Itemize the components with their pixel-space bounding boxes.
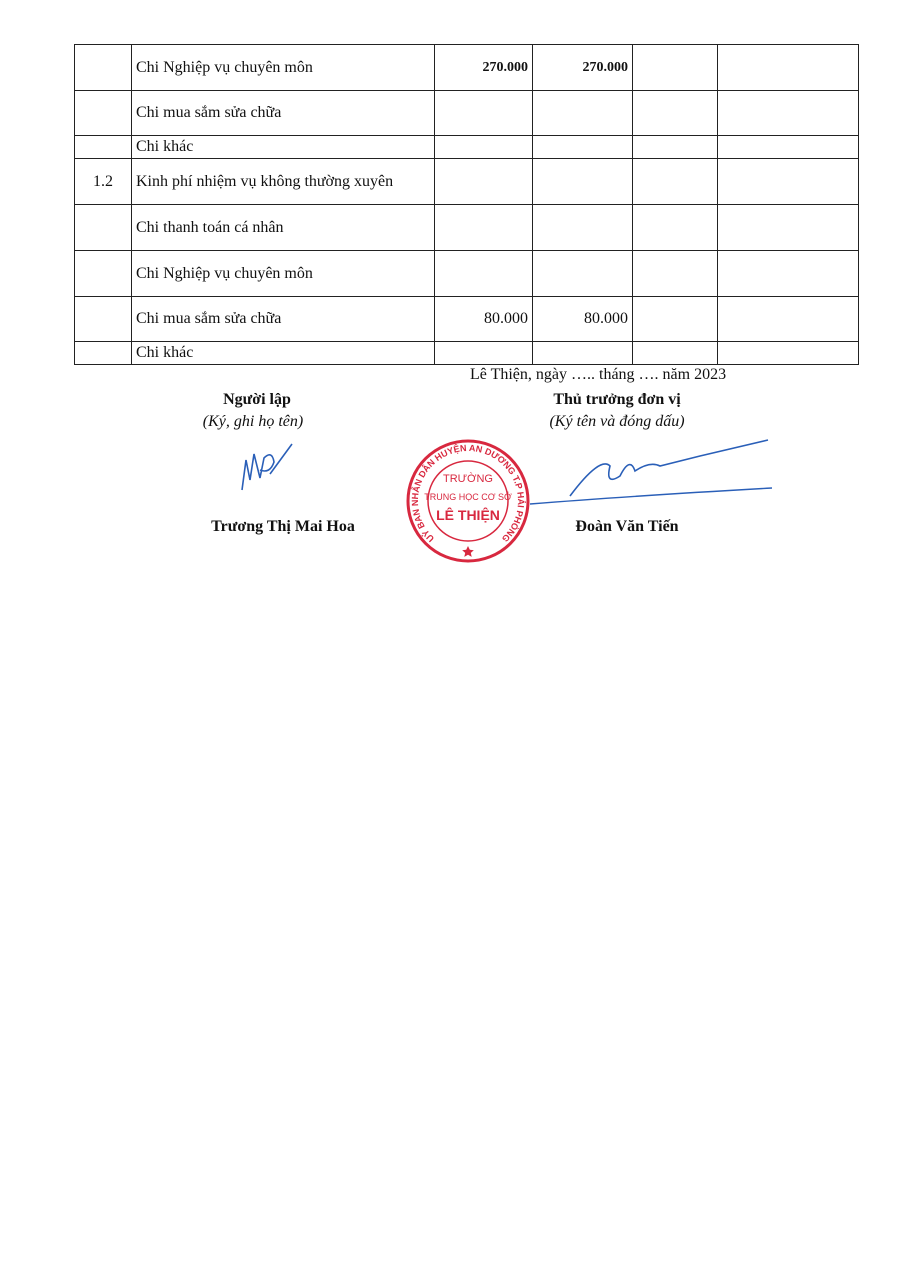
item-name: Kinh phí nhiệm vụ không thường xuyên — [132, 159, 435, 205]
preparer-note: (Ký, ghi họ tên) — [202, 413, 304, 430]
value-2 — [533, 342, 633, 365]
head-title: Thủ trưởng đơn vị — [553, 391, 681, 408]
row-number — [75, 342, 132, 365]
table-row — [75, 342, 859, 365]
item-name: Chi mua sắm sửa chữa — [132, 297, 435, 342]
value-4 — [718, 342, 859, 365]
table-row — [75, 159, 859, 205]
value-3 — [633, 91, 718, 136]
value-3 — [633, 205, 718, 251]
value-1: 270.000 — [435, 45, 533, 91]
preparer-title: Người lập — [223, 391, 291, 408]
row-number — [75, 136, 132, 159]
value-4 — [718, 136, 859, 159]
value-1 — [435, 159, 533, 205]
row-number — [75, 297, 132, 342]
svg-text:TRUNG HỌC CƠ SỞ: TRUNG HỌC CƠ SỞ — [424, 492, 512, 502]
row-number — [75, 45, 132, 91]
value-3 — [633, 159, 718, 205]
preparer-name: Trương Thị Mai Hoa — [211, 518, 355, 535]
value-4 — [718, 205, 859, 251]
value-1: 80.000 — [435, 297, 533, 342]
svg-text:LÊ THIỆN: LÊ THIỆN — [436, 507, 500, 523]
head-signature — [510, 436, 775, 506]
item-name: Chi thanh toán cá nhân — [132, 205, 435, 251]
value-1 — [435, 251, 533, 297]
value-2: 80.000 — [533, 297, 633, 342]
value-2 — [533, 251, 633, 297]
row-number — [75, 91, 132, 136]
value-2 — [533, 136, 633, 159]
preparer-signature — [230, 440, 300, 500]
table-row — [75, 251, 859, 297]
item-name: Chi mua sắm sửa chữa — [132, 91, 435, 136]
table-row — [75, 45, 859, 91]
value-4 — [718, 251, 859, 297]
table-row — [75, 205, 859, 251]
value-1 — [435, 136, 533, 159]
value-4 — [718, 45, 859, 91]
value-3 — [633, 45, 718, 91]
head-note: (Ký tên và đóng dấu) — [549, 413, 685, 430]
value-1 — [435, 91, 533, 136]
value-4 — [718, 159, 859, 205]
row-number: 1.2 — [75, 159, 132, 205]
value-4 — [718, 297, 859, 342]
value-2 — [533, 205, 633, 251]
value-2 — [533, 159, 633, 205]
value-3 — [633, 251, 718, 297]
head-name: Đoàn Văn Tiến — [575, 518, 679, 535]
value-4 — [718, 91, 859, 136]
place-date: Lê Thiện, ngày ….. tháng …. năm 2023 — [470, 366, 727, 383]
row-number — [75, 251, 132, 297]
item-name: Chi Nghiệp vụ chuyên môn — [132, 251, 435, 297]
value-2 — [533, 91, 633, 136]
value-3 — [633, 342, 718, 365]
svg-text:TRƯỜNG: TRƯỜNG — [443, 473, 493, 485]
star-icon — [462, 546, 474, 557]
table-row — [75, 91, 859, 136]
value-3 — [633, 297, 718, 342]
value-1 — [435, 342, 533, 365]
item-name: Chi Nghiệp vụ chuyên môn — [132, 45, 435, 91]
item-name: Chi khác — [132, 342, 435, 365]
value-2: 270.000 — [533, 45, 633, 91]
value-1 — [435, 205, 533, 251]
value-3 — [633, 136, 718, 159]
table-row — [75, 136, 859, 159]
table-row — [75, 297, 859, 342]
item-name: Chi khác — [132, 136, 435, 159]
svg-text:UỶ BAN NHÂN DÂN HUYỆN AN DƯƠNG: UỶ BAN NHÂN DÂN HUYỆN AN DƯƠNG T.P HẢI PHÒNG — [409, 442, 527, 544]
row-number — [75, 205, 132, 251]
budget-table — [74, 44, 859, 365]
